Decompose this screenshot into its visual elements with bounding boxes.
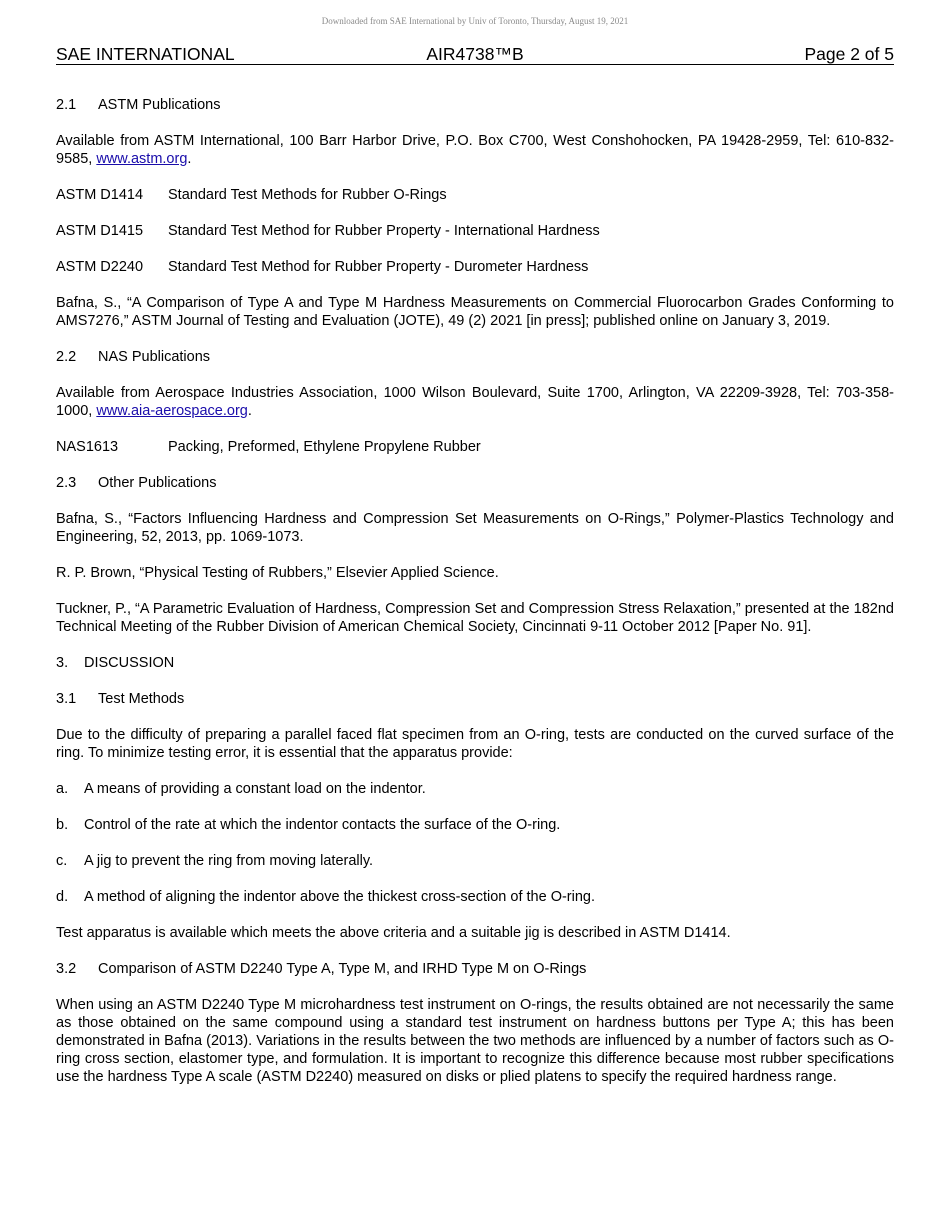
section-number: 3.2 [56,961,77,977]
download-watermark: Downloaded from SAE International by Univ of Toronto, Thursday, August 19, 2021 [321,16,629,26]
list-text: A means of providing a constant load on the indentor. [84,781,426,797]
list-marker: a. [56,781,69,797]
test-methods-intro: Due to the difficulty of preparing a parallel faced flat specimen from an O-ring, tests are conducted on the curved surface of the ring. To minimize testing error, it is essential that the apparatus provide: [56,727,894,761]
reference-item [56,438,894,456]
section-heading-3-2 [56,960,894,978]
reference-title: Standard Test Method for Rubber Property - International Hardness [168,223,600,239]
section-number: 2.1 [56,97,77,113]
list-item [56,780,894,798]
section-heading-2-3 [56,474,894,492]
header-publisher: SAE INTERNATIONAL [56,44,235,64]
bafna-jote-reference: Bafna, S., “A Comparison of Type A and Type M Hardness Measurements on Commercial Fluorocarbon Grades Conforming to AMS7276,” ASTM Journal of Testing and Evaluation (JOTE), 49 (2) 2021 [in press]; published online on January 3, 2019. [56,295,894,329]
reference-title: Standard Test Method for Rubber Property - Durometer Hardness [168,259,589,275]
aia-website-link[interactable]: www.aia-aerospace.org [96,403,248,419]
reference-code: ASTM D2240 [56,259,144,275]
nas-availability [56,384,894,420]
reference-code: ASTM D1414 [56,187,144,203]
astm-availability [56,132,894,168]
test-methods-outro: Test apparatus is available which meets the above criteria and a suitable jig is described in ASTM D1414. [56,925,731,941]
list-item [56,816,894,834]
section-number: 3.1 [56,691,77,707]
header-document-number: AIR4738™B [426,44,524,64]
list-text: A method of aligning the indentor above the thickest cross-section of the O-ring. [84,889,596,905]
section-number: 3. [56,655,69,671]
availability-end: . [247,403,252,419]
reference-item [56,258,894,276]
list-item [56,852,894,870]
section-title: DISCUSSION [84,655,175,671]
list-text: A jig to prevent the ring from moving laterally. [84,853,374,869]
availability-text: Available from Aerospace Industries Association, 1000 Wilson Boulevard, Suite 1700, Arlington, VA 22209-3928, Tel: 703-358-1000, [56,385,894,419]
section-title: ASTM Publications [98,97,221,113]
availability-end: . [187,151,192,167]
section-heading-2-2 [56,348,894,366]
reference-code: ASTM D1415 [56,223,144,239]
reference-item [56,186,894,204]
list-item [56,888,894,906]
astm-website-link[interactable]: www.astm.org [96,151,188,167]
other-reference: Tuckner, P., “A Parametric Evaluation of Hardness, Compression Set and Compression Stress Relaxation,” presented at the 182nd Technical Meeting of the Rubber Division of American Chemical Society, Cincinnati 9-11 October 2012 [Paper No. 91]. [56,601,894,635]
list-marker: c. [56,853,68,869]
section-heading-3-1 [56,690,894,708]
section-number: 2.2 [56,349,77,365]
section-number: 2.3 [56,475,77,491]
list-text: Control of the rate at which the indentor contacts the surface of the O-ring. [84,817,561,833]
reference-code: NAS1613 [56,439,119,455]
reference-title: Standard Test Methods for Rubber O-Rings [168,187,447,203]
availability-text: Available from ASTM International, 100 Barr Harbor Drive, P.O. Box C700, West Conshohocken, PA 19428-2959, Tel: 610-832-9585, [56,133,894,167]
section-title: Comparison of ASTM D2240 Type A, Type M, and IRHD Type M on O-Rings [98,961,587,977]
list-marker: d. [56,889,69,905]
header-page-number: Page 2 of 5 [804,44,894,64]
section-heading-2-1 [56,96,894,114]
section-title: Other Publications [98,475,217,491]
reference-item [56,222,894,240]
comparison-paragraph: When using an ASTM D2240 Type M microhardness test instrument on O-rings, the results obtained are not necessarily the same as those obtained on the same compound using a standard test instrument on hardness buttons per Type A; this has been demonstrated in Bafna (2013). Variations in the results between the two methods are influenced by a number of factors such as O-ring cross section, elastomer type, and formulation. It is important to recognize this difference because most rubber specifications use the hardness Type A scale (ASTM D2240) measured on disks or plied platens to specify the required hardness range. [56,997,894,1085]
document-body [56,96,894,1104]
section-title: NAS Publications [98,349,211,365]
reference-title: Packing, Preformed, Ethylene Propylene Rubber [168,439,481,455]
other-reference: Bafna, S., “Factors Influencing Hardness and Compression Set Measurements on O-Rings,” Polymer-Plastics Technology and Engineering, 52, 2013, pp. 1069-1073. [56,511,894,545]
page-header [56,44,894,65]
other-reference: R. P. Brown, “Physical Testing of Rubbers,” Elsevier Applied Science. [56,565,499,581]
section-heading-3 [56,654,894,672]
section-title: Test Methods [98,691,185,707]
list-marker: b. [56,817,69,833]
